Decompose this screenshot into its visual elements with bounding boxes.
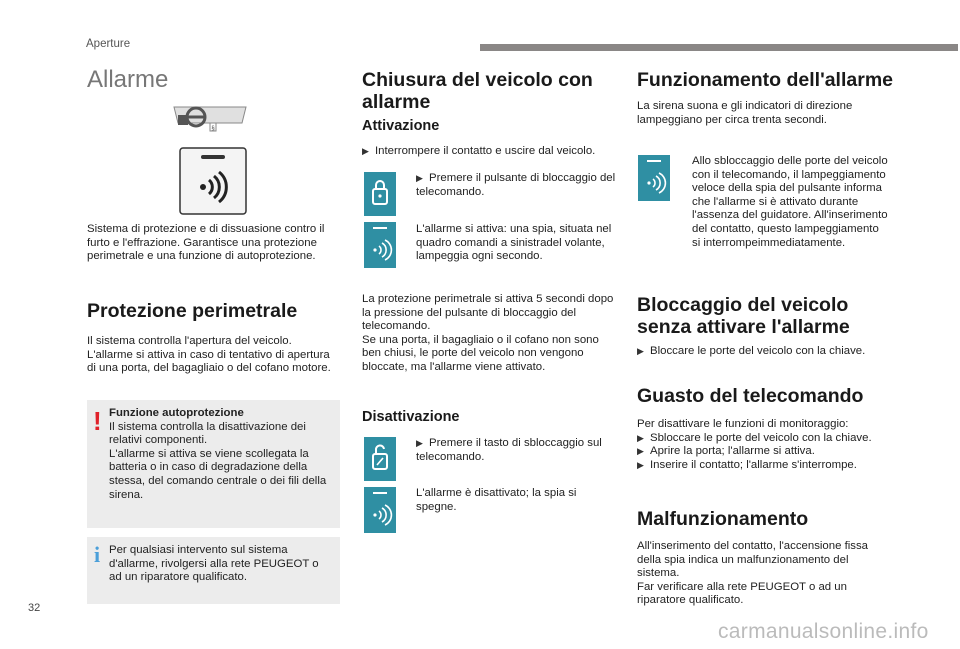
dashboard-icon bbox=[170, 101, 250, 137]
unlock-button-icon bbox=[364, 437, 396, 481]
funzionamento-text-2: Allo sbloccaggio delle porte del veicolo con il telecomando, il lampeggiamento veloce della spia del pulsante informa che l'allarme si è attivato durante l'assenza del guidatore. All'inserimento del contatto, questo lampeggiamento si interrompeimmediatamente. bbox=[692, 155, 888, 249]
info-box bbox=[87, 537, 340, 604]
page-title: Allarme bbox=[87, 66, 169, 93]
att-result: L'allarme si attiva: una spia, situata nel quadro comandi a sinistradel volante, lampeggia ogni secondo. bbox=[416, 223, 612, 263]
perimetrale-heading bbox=[87, 300, 347, 322]
page-number: 32 bbox=[28, 602, 41, 614]
malf-text: All'inserimento del contatto, l'accensione fissa della spia indica un malfunzionamento del sistema. Far verificare alla rete PEUGEOT o ad un riparatore qualificato. bbox=[637, 540, 869, 607]
dis-result: L'allarme è disattivato; la spia si spegne. bbox=[416, 487, 577, 513]
info-icon: i bbox=[94, 542, 101, 567]
warning-icon: ! bbox=[93, 406, 102, 436]
intro-text: Sistema di protezione e di dissuasione contro il furto e l'effrazione. Garantisce una protezione perimetrale e una funzione di autoprotezione. bbox=[87, 223, 325, 263]
att-step-2: ▶ Premere il pulsante di bloccaggio del telecomando. bbox=[416, 172, 616, 198]
guasto-title: Guasto del telecomando bbox=[637, 385, 864, 407]
svg-text:§: § bbox=[211, 126, 215, 132]
arrow-bullet-icon: ▶ bbox=[637, 346, 644, 356]
arrow-bullet-icon: ▶ bbox=[637, 446, 644, 457]
disattivazione-title: Disattivazione bbox=[362, 409, 460, 425]
funzionamento-title: Funzionamento dell'allarme bbox=[637, 69, 894, 91]
alarm-led-icon bbox=[364, 487, 396, 533]
perimetrale-title: Protezione perimetrale bbox=[87, 300, 298, 322]
bloccaggio-step: ▶ Bloccare le porte del veicolo con la chiave. bbox=[637, 345, 866, 357]
alarm-led-icon bbox=[638, 155, 670, 201]
guasto-step: ▶ Inserire il contatto; l'allarme s'interrompe. bbox=[637, 458, 857, 471]
alarm-sensor-icon bbox=[179, 147, 247, 215]
attivazione-title: Attivazione bbox=[362, 118, 440, 134]
warning-text-2: L'allarme si attiva se viene scollegata la batteria o in caso di degradazione della stessa, del comando centrale o dei fili della sirena. bbox=[109, 447, 327, 501]
header-bar bbox=[480, 44, 958, 51]
perimetrale-text: Il sistema controlla l'apertura del veicolo. L'allarme si attiva in caso di tentativo di apertura di una porta, del bagagliaio o del cofano motore. bbox=[87, 335, 331, 375]
chiusura-heading bbox=[362, 69, 612, 113]
guasto-block bbox=[637, 418, 897, 472]
bloccaggio-title: Bloccaggio del veicolo senza attivare l'allarme bbox=[637, 294, 850, 338]
arrow-bullet-icon: ▶ bbox=[416, 438, 423, 448]
arrow-bullet-icon: ▶ bbox=[416, 173, 423, 183]
funzionamento-heading bbox=[637, 69, 897, 91]
att-para: La protezione perimetrale si attiva 5 secondi dopo la pressione del pulsante di bloccaggio del telecomando. Se una porta, il bagagliaio o il cofano non sono ben chiusi, le porte del veicolo non vengono bloccate, ma l'allarme viene attivato. bbox=[362, 293, 614, 373]
malf-title: Malfunzionamento bbox=[637, 508, 809, 530]
bloccaggio-heading bbox=[637, 294, 887, 338]
dis-step-1: ▶ Premere il tasto di sbloccaggio sul telecomando. bbox=[416, 437, 602, 463]
section-label: Aperture bbox=[86, 38, 131, 50]
att-step-1: ▶ Interrompere il contatto e uscire dal veicolo. bbox=[362, 145, 596, 157]
chiusura-title: Chiusura del veicolo con allarme bbox=[362, 69, 593, 113]
warning-title: Funzione autoprotezione bbox=[109, 407, 244, 419]
guasto-heading bbox=[637, 385, 897, 407]
arrow-bullet-icon: ▶ bbox=[362, 146, 369, 156]
lock-button-icon bbox=[364, 172, 396, 216]
warning-text-1: Il sistema controlla la disattivazione dei relativi componenti. bbox=[109, 420, 306, 447]
malf-heading bbox=[637, 508, 897, 530]
info-text: Per qualsiasi intervento sul sistema d'allarme, rivolgersi alla rete PEUGEOT o ad un riparatore qualificato. bbox=[109, 544, 319, 584]
arrow-bullet-icon: ▶ bbox=[637, 459, 644, 470]
funzionamento-text-1: La sirena suona e gli indicatori di direzione lampeggiano per circa trenta secondi. bbox=[637, 100, 853, 126]
guasto-step: ▶ Aprire la porta; l'allarme si attiva. bbox=[637, 445, 815, 458]
guasto-step: ▶ Sbloccare le porte del veicolo con la chiave. bbox=[637, 431, 872, 444]
watermark: carmanualsonline.info bbox=[718, 620, 929, 643]
arrow-bullet-icon: ▶ bbox=[637, 432, 644, 443]
guasto-intro: Per disattivare le funzioni di monitoraggio: bbox=[637, 418, 849, 430]
alarm-led-icon bbox=[364, 222, 396, 268]
warning-box bbox=[87, 400, 340, 528]
